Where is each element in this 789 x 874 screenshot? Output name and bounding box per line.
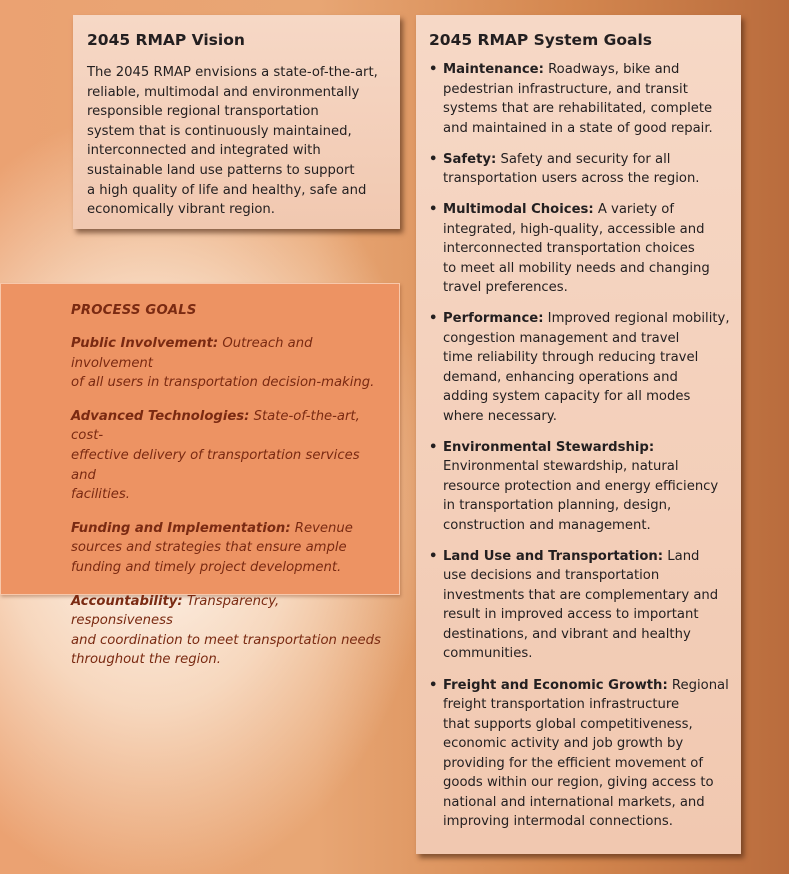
process-goal-line: State-of-the-art, cost- bbox=[71, 408, 360, 444]
goal-line: providing for the efficient movement of bbox=[443, 755, 703, 771]
goal-safety bbox=[429, 150, 731, 189]
goal-line: goods within our region, giving access to bbox=[443, 775, 714, 791]
goal-freight-economic-growth bbox=[429, 676, 731, 832]
goal-label: Multimodal Choices: bbox=[443, 202, 594, 218]
bullet-icon: • bbox=[429, 151, 438, 167]
goal-line: interconnected transportation choices bbox=[443, 241, 695, 257]
process-goal-advanced-technologies bbox=[71, 407, 383, 505]
system-goals-title: 2045 RMAP System Goals bbox=[429, 31, 652, 49]
goal-line: A variety of bbox=[593, 202, 675, 218]
vision-line: a high quality of life and healthy, safe and bbox=[87, 182, 367, 198]
process-goal-line: throughout the region. bbox=[71, 652, 221, 668]
goal-line: Safety and security for all bbox=[496, 151, 671, 167]
process-goal-label: Public Involvement: bbox=[71, 336, 219, 351]
goal-maintenance bbox=[429, 60, 731, 138]
goal-line: national and international markets, and bbox=[443, 794, 705, 810]
bullet-icon: • bbox=[429, 548, 438, 564]
process-goals-box bbox=[0, 283, 400, 668]
goal-line: to meet all mobility needs and changing bbox=[443, 260, 710, 276]
goal-line: resource protection and energy efficiency bbox=[443, 478, 719, 494]
process-goal-line: of all users in transportation decision-making. bbox=[71, 375, 375, 391]
goal-line: Land bbox=[663, 548, 700, 564]
goal-line: travel preferences. bbox=[443, 280, 568, 296]
goal-line: pedestrian infrastructure, and transit bbox=[443, 81, 688, 97]
system-goals-card bbox=[416, 15, 741, 854]
system-goals-list bbox=[429, 60, 731, 832]
goal-line: transportation users across the region. bbox=[443, 171, 700, 187]
goal-label: Performance: bbox=[443, 311, 544, 327]
bullet-icon: • bbox=[429, 311, 438, 327]
goal-performance bbox=[429, 309, 731, 426]
goal-line: freight transportation infrastructure bbox=[443, 697, 680, 713]
goal-land-use-transportation bbox=[429, 547, 731, 664]
goal-line: economic activity and job growth by bbox=[443, 736, 684, 752]
goal-line: result in improved access to important bbox=[443, 607, 699, 623]
goal-line: adding system capacity for all modes bbox=[443, 389, 691, 405]
goal-line: destinations, and vibrant and healthy bbox=[443, 626, 691, 642]
vision-line: responsible regional transportation bbox=[87, 104, 319, 120]
vision-text bbox=[87, 63, 386, 220]
goal-label: Freight and Economic Growth: bbox=[443, 677, 668, 693]
goal-line: demand, enhancing operations and bbox=[443, 369, 678, 385]
goal-line: and maintained in a state of good repair. bbox=[443, 120, 713, 136]
process-goal-label: Accountability: bbox=[71, 593, 183, 609]
goal-line: use decisions and transportation bbox=[443, 568, 660, 584]
goal-line: congestion management and travel bbox=[443, 330, 680, 346]
goal-multimodal-choices bbox=[429, 200, 731, 298]
process-goal-line: Transparency, responsiveness bbox=[71, 593, 280, 629]
goal-line: investments that are complementary and bbox=[443, 587, 719, 603]
bullet-icon: • bbox=[429, 202, 438, 218]
goal-label: Environmental Stewardship: bbox=[443, 439, 655, 455]
process-goal-line: Revenue bbox=[290, 520, 353, 536]
vision-line: reliable, multimodal and environmentally bbox=[87, 84, 360, 100]
vision-title: 2045 RMAP Vision bbox=[87, 31, 245, 49]
vision-line: economically vibrant region. bbox=[87, 202, 275, 218]
process-goal-funding bbox=[71, 519, 383, 578]
process-goal-line: facilities. bbox=[71, 487, 130, 503]
process-goal-public-involvement bbox=[71, 334, 383, 393]
process-goal-line: Outreach and involvement bbox=[71, 336, 313, 371]
process-goal-accountability bbox=[71, 592, 383, 670]
goal-line: Environmental stewardship, natural bbox=[443, 459, 679, 475]
goal-line: in transportation planning, design, bbox=[443, 498, 672, 514]
process-goal-label: Advanced Technologies: bbox=[71, 408, 250, 424]
goal-line: improving intermodal connections. bbox=[443, 814, 673, 830]
process-goal-label: Funding and Implementation: bbox=[71, 520, 291, 536]
vision-line: sustainable land use patterns to support bbox=[87, 162, 355, 178]
process-goal-line: and coordination to meet transportation needs bbox=[71, 632, 381, 648]
goal-line: where necessary. bbox=[443, 408, 557, 424]
vision-line: interconnected and integrated with bbox=[87, 143, 321, 159]
process-goal-line: funding and timely project development. bbox=[71, 559, 342, 575]
bullet-icon: • bbox=[429, 62, 438, 77]
goal-environmental-stewardship bbox=[429, 438, 731, 536]
vision-line: system that is continuously maintained, bbox=[87, 123, 352, 139]
goal-line: Regional bbox=[667, 677, 729, 693]
goal-label: Maintenance: bbox=[443, 62, 544, 77]
goal-line: Roadways, bike and bbox=[543, 62, 680, 77]
process-goal-line: effective delivery of transportation services and bbox=[71, 447, 360, 483]
goal-line: time reliability through reducing travel bbox=[443, 350, 699, 366]
goal-line: that supports global competitiveness, bbox=[443, 716, 693, 732]
process-goals-title: PROCESS GOALS bbox=[71, 303, 197, 318]
process-goal-line: sources and strategies that ensure ample bbox=[71, 540, 347, 556]
goal-line: construction and management. bbox=[443, 517, 651, 533]
goal-line: integrated, high-quality, accessible and bbox=[443, 221, 705, 237]
goal-line: Improved regional mobility, bbox=[543, 311, 730, 327]
goal-label: Land Use and Transportation: bbox=[443, 548, 664, 564]
goal-line: communities. bbox=[443, 646, 533, 662]
bullet-icon: • bbox=[429, 677, 438, 693]
goal-line: systems that are rehabilitated, complete bbox=[443, 101, 713, 116]
vision-line: The 2045 RMAP envisions a state-of-the-art, bbox=[87, 65, 378, 80]
bullet-icon: • bbox=[429, 439, 438, 455]
vision-card bbox=[73, 15, 400, 229]
goal-label: Safety: bbox=[443, 151, 497, 167]
